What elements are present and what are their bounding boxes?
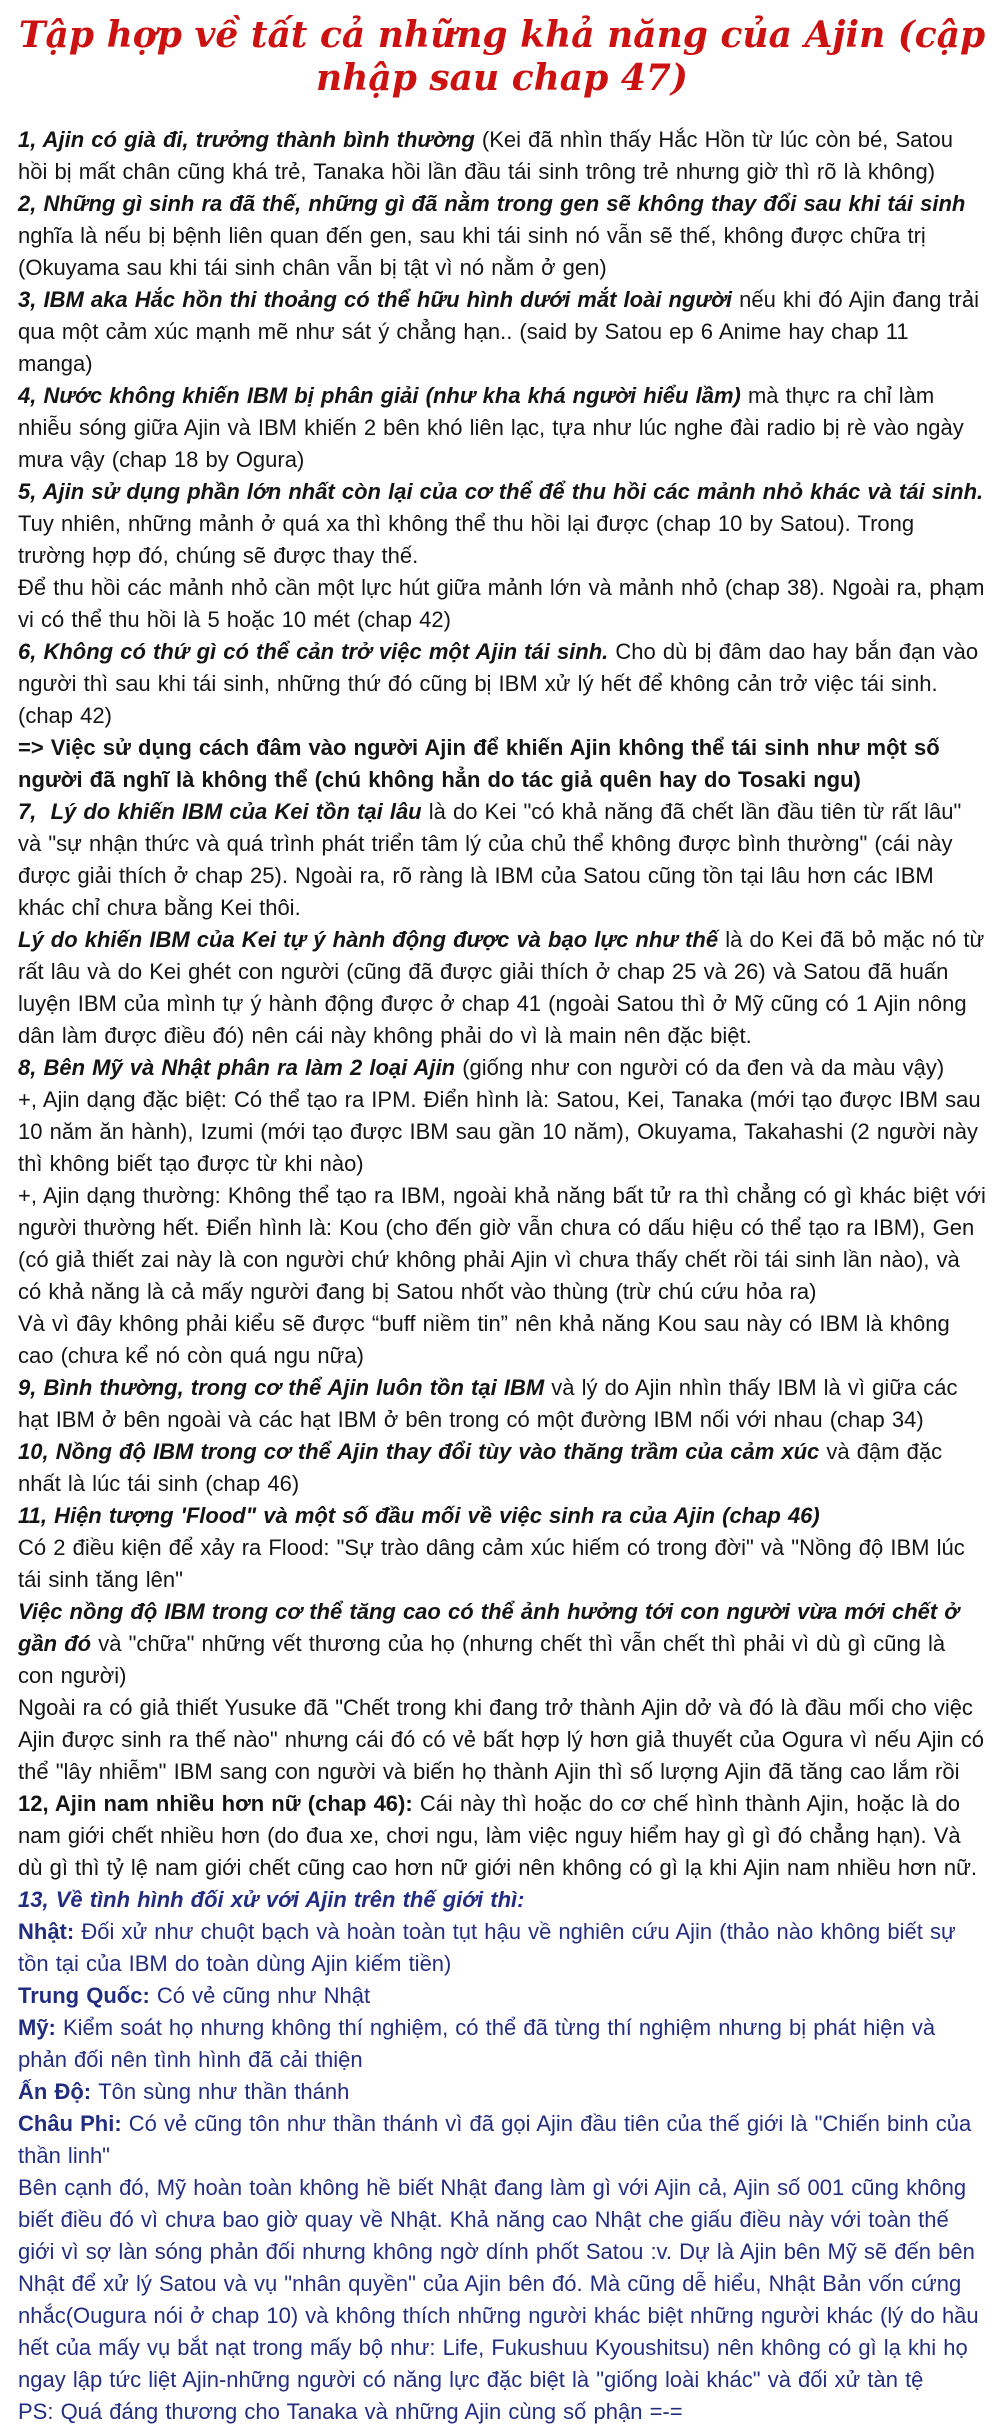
paragraph-12-heading: 12, Ajin nam nhiều hơn nữ (chap 46):	[18, 1791, 420, 1817]
paragraph-5b-body: Để thu hồi các mảnh nhỏ cần một lực hút giữa mảnh lớn và mảnh nhỏ (chap 38). Ngoài ra, phạm vi có thể thu hồi là 5 hoặc 10 mét (chap 42)	[18, 575, 992, 633]
paragraph-2-body: nghĩa là nếu bị bệnh liên quan đến gen, sau khi tái sinh nó vẫn sẽ thế, không được chữa trị (Okuyama sau khi tái sinh chân vẫn bị tật vì nó nằm ở gen)	[18, 223, 933, 281]
paragraph-7b-body: là do Kei đã bỏ mặc nó từ rất lâu và do Kei ghét con người (cũng đã được giải thích ở chap 25 và 26) và Satou đã huấn luyện IBM của mình tự ý hành động được ở chap 41 (ngoài Satou thì ở Mỹ cũng có 1 Ajin nông dân làm được điều đó) nên cái này không phải do vì là main nên đặc biệt.	[18, 927, 992, 1049]
paragraph-11-heading: 11, Hiện tượng 'Flood" và một số đầu mối về việc sinh ra của Ajin (chap 46)	[18, 1503, 820, 1529]
paragraph-9-ibm-inside-body	[18, 1372, 986, 1436]
paragraph-13-extra-body: Bên cạnh đó, Mỹ hoàn toàn không hề biết Nhật đang làm gì với Ajin cả, Ajin số 001 cũng không biết điều đó vì chưa bao giờ quay về Nhật. Khả năng cao Nhật che giấu điều này với toàn thế giới vì sợ làn sóng phản đối nhưng không ngờ dính phốt Satou :v. Dự là Ajin bên Mỹ sẽ đến bên Nhật để xử lý Satou và vụ "nhân quyền" của Ajin bên đó. Mà cũng dễ hiểu, Nhật Bản vốn cứng nhắc(Ougura nói ở chap 10) và không thích những người khác biệt những người khác (lý do hầu hết của mấy vụ bắt nạt trong mấy bộ như: Life, Fukushuu Kyoushitsu) nên không có gì lạ khi họ ngay lập tức liệt Ajin-những người có năng lực đặc biệt là "giống loài khác" và đối xử tàn tệ	[18, 2175, 986, 2393]
paragraph-13-usa-body: Kiểm soát họ nhưng không thí nghiệm, có thể đã từng thí nghiệm nhưng bị phát hiện và phản đối nên tình hình đã cải thiện	[18, 2015, 943, 2073]
paragraph-13-usa	[18, 2012, 986, 2076]
paragraph-7-heading: 7, Lý do khiến IBM của Kei tồn tại lâu	[18, 799, 429, 825]
paragraph-6b-conclusion	[18, 732, 986, 796]
paragraph-6-rebirth-unblockable	[18, 636, 986, 732]
document-title: Tập hợp về tất cả những khả năng của Ajin (cập nhập sau chap 47)	[18, 14, 986, 100]
paragraph-13-heading: 13, Về tình hình đối xử với Ajin trên thế giới thì:	[18, 1887, 525, 1913]
paragraph-1-aging	[18, 124, 986, 188]
paragraph-11-flood	[18, 1500, 986, 1532]
paragraph-12-body: Cái này thì hoặc do cơ chế hình thành Ajin, hoặc là do nam giới chết nhiều hơn (do đua xe, chơi ngu, làm việc nguy hiểm hay gì gì đó chẳng hạn). Và dù gì thì tỷ lệ nam giới chết cũng cao hơn nữ giới nên không có gì lạ khi Ajin nam nhiều hơn nữ.	[18, 1791, 977, 1881]
paragraph-3-heading: 3, IBM aka Hắc hồn thi thoảng có thể hữu hình dưới mắt loài người	[18, 287, 740, 313]
paragraph-7-body: là do Kei "có khả năng đã chết lần đầu tiên từ rất lâu" và "sự nhận thức và quá trình phát triển tâm lý của chủ thể không được bình thường" (cái này được giải thích ở chap 25). Ngoài ra, rõ ràng là IBM của Satou cũng tồn tại lâu hơn các IBM khác chỉ chưa bằng Kei thôi.	[18, 799, 969, 921]
paragraph-8c-normal-type	[18, 1180, 993, 1308]
paragraph-13-japan-body: Đối xử như chuột bạch và hoàn toàn tụt hậu về nghiên cứu Ajin (thảo nào không biết sự tồn tại của IBM do toàn dùng Ajin kiếm tiền)	[18, 1919, 963, 1977]
paragraph-13-china-label: Trung Quốc:	[18, 1983, 157, 2009]
paragraph-13-world-treatment	[18, 1884, 986, 1916]
paragraph-7-kei-ibm-longevity	[18, 796, 986, 924]
paragraph-12-male-majority	[18, 1788, 986, 1884]
paragraph-9-body: và lý do Ajin nhìn thấy IBM là vì giữa các hạt IBM ở bên ngoài và các hạt IBM ở bên trong có một đường IBM nối với nhau (chap 34)	[18, 1375, 965, 1433]
paragraph-5-body-recovery	[18, 476, 991, 572]
paragraph-4-body: mà thực ra chỉ làm nhiễu sóng giữa Ajin và IBM khiến 2 bên khó liên lạc, tựa như lúc nghe đài radio bị rè vào ngày mưa vậy (chap 18 by Ogura)	[18, 383, 971, 473]
paragraph-13-china-body: Có vẻ cũng như Nhật	[156, 1983, 371, 2009]
paragraph-1-heading: 1, Ajin có già đi, trưởng thành bình thường	[18, 127, 482, 153]
paragraph-6-body: Cho dù bị đâm dao hay bắn đạn vào người thì sau khi tái sinh, những thứ đó cũng bị IBM xử lý hết để không cản trở việc tái sinh. (chap 42)	[18, 639, 986, 729]
paragraph-11d-yusuke-theory	[18, 1692, 992, 1788]
paragraph-8-heading: 8, Bên Mỹ và Nhật phân ra làm 2 loại Ajin	[18, 1055, 463, 1081]
paragraph-8-body: (giống như con người có da đen và da màu vậy)	[462, 1055, 945, 1081]
paragraph-8b-special-type	[18, 1084, 986, 1180]
paragraph-11b-flood-conditions	[18, 1532, 986, 1596]
paragraph-13-africa-body: Có vẻ cũng tôn như thần thánh vì đã gọi Ajin đầu tiên của thế giới là "Chiến binh của thần linh"	[18, 2111, 979, 2169]
paragraph-10-body: và đậm đặc nhất là lúc tái sinh (chap 46)	[18, 1439, 950, 1497]
paragraph-13-india-body: Tôn sùng như thần thánh	[98, 2079, 350, 2105]
paragraph-2-heading: 2, Những gì sinh ra đã thế, những gì đã nằm trong gen sẽ không thay đổi sau khi tái sinh	[18, 191, 973, 217]
paragraph-4-water	[18, 380, 986, 476]
paragraph-13-india-label: Ấn Độ:	[18, 2079, 99, 2105]
paragraph-8-two-types	[18, 1052, 986, 1084]
paragraph-10-ibm-concentration	[18, 1436, 986, 1500]
paragraph-11d-body: Ngoài ra có giả thiết Yusuke đã "Chết trong khi đang trở thành Ajin dở và đó là đầu mối cho việc Ajin được sinh ra thế nào" nhưng cái đó có vẻ bất hợp lý hơn giả thuyết của Ogura vì nếu Ajin có thể "lây nhiễm" IBM sang con người và biến họ thành Ajin thì số lượng Ajin đã tăng cao lắm rồi	[18, 1695, 992, 1785]
paragraph-9-heading: 9, Bình thường, trong cơ thể Ajin luôn tồn tại IBM	[18, 1375, 552, 1401]
paragraph-5b-recovery-range	[18, 572, 992, 636]
paragraph-3-ibm-visible	[18, 284, 986, 380]
paragraph-5-body: Tuy nhiên, những mảnh ở quá xa thì không thể thu hồi lại được (chap 10 by Satou). Trong trường hợp đó, chúng sẽ được thay thế.	[18, 511, 922, 569]
paragraph-13-usa-label: Mỹ:	[18, 2015, 63, 2041]
paragraph-6b-heading: => Việc sử dụng cách đâm vào người Ajin để khiến Ajin không thể tái sinh như một số người đã nghĩ là không thể (chú không hẳn do tác giả quên hay do Tosaki ngu)	[18, 735, 947, 793]
paragraph-7b-kei-ibm-autonomy	[18, 924, 992, 1052]
paragraph-11c-heading: Việc nồng độ IBM trong cơ thể tăng cao có thể ảnh hưởng tới con người vừa mới chết ở gần đó	[18, 1599, 967, 1657]
paragraph-4-heading: 4, Nước không khiến IBM bị phân giải (như kha khá người hiểu lầm)	[18, 383, 748, 409]
paragraph-13-india	[18, 2076, 986, 2108]
paragraph-8d-kou-note	[18, 1308, 986, 1372]
paragraph-8c-body: +, Ajin dạng thường: Không thể tạo ra IBM, ngoài khả năng bất tử ra thì chẳng có gì khác biệt với người thường hết. Điển hình là: Kou (cho đến giờ vẫn chưa có dấu hiệu có thể tạo ra IBM), Gen (có giả thiết zai này là con người chứ không phải Ajin vì chưa thấy chết rồi tái sinh lần nào), và có khả năng là cả mấy người đang bị Satou nhốt vào thùng (trừ chú cứu hỏa ra)	[18, 1183, 993, 1305]
paragraph-ps-tanaka	[18, 2396, 986, 2428]
paragraph-8b-body: +, Ajin dạng đặc biệt: Có thể tạo ra IPM. Điển hình là: Satou, Kei, Tanaka (mới tạo được IBM sau 10 năm ăn hành), Izumi (mới tạo được IBM sau gần 10 năm), Okuyama, Takahashi (2 người này thì không biết tạo được từ khi nào)	[18, 1087, 988, 1177]
paragraph-3-body: nếu khi đó Ajin đang trải qua một cảm xúc mạnh mẽ như sát ý chẳng hạn.. (said by Satou ep 6 Anime hay chap 11 manga)	[18, 287, 987, 377]
paragraph-7b-heading: Lý do khiến IBM của Kei tự ý hành động được và bạo lực như thế	[18, 927, 726, 953]
paragraph-11b-body: Có 2 điều kiện để xảy ra Flood: "Sự trào dâng cảm xúc hiếm có trong đời" và "Nồng độ IBM lúc tái sinh tăng lên"	[18, 1535, 972, 1593]
paragraph-13-china	[18, 1980, 986, 2012]
paragraph-11c-ibm-effect-humans	[18, 1596, 986, 1692]
paragraph-8d-body: Và vì đây không phải kiểu sẽ được “buff niềm tin” nên khả năng Kou sau này có IBM là không cao (chưa kể nó còn quá ngu nữa)	[18, 1311, 957, 1369]
paragraph-6-heading: 6, Không có thứ gì có thể cản trở việc một Ajin tái sinh.	[18, 639, 616, 665]
paragraph-11c-body: và "chữa" những vết thương của họ (nhưng chết thì vẫn chết thì phải vì dù gì cũng là con người)	[18, 1631, 953, 1689]
paragraph-13-africa-label: Châu Phi:	[18, 2111, 129, 2137]
paragraph-5-heading: 5, Ajin sử dụng phần lớn nhất còn lại của cơ thể để thu hồi các mảnh nhỏ khác và tái sinh.	[18, 479, 991, 505]
paragraph-10-heading: 10, Nồng độ IBM trong cơ thể Ajin thay đổi tùy vào thăng trầm của cảm xúc	[18, 1439, 827, 1465]
paragraph-ps-body: PS: Quá đáng thương cho Tanaka và những Ajin cùng số phận =-=	[18, 2399, 683, 2425]
paragraph-13-japan	[18, 1916, 986, 1980]
paragraph-13-africa	[18, 2108, 986, 2172]
paragraph-2-genes	[18, 188, 986, 284]
paragraph-13-extra-analysis	[18, 2172, 986, 2396]
paragraph-13-japan-label: Nhật:	[18, 1919, 82, 1945]
paragraph-1-body: (Kei đã nhìn thấy Hắc Hồn từ lúc còn bé, Satou hồi bị mất chân cũng khá trẻ, Tanaka hồi lần đầu tái sinh trông trẻ nhưng giờ thì rõ là không)	[18, 127, 961, 185]
